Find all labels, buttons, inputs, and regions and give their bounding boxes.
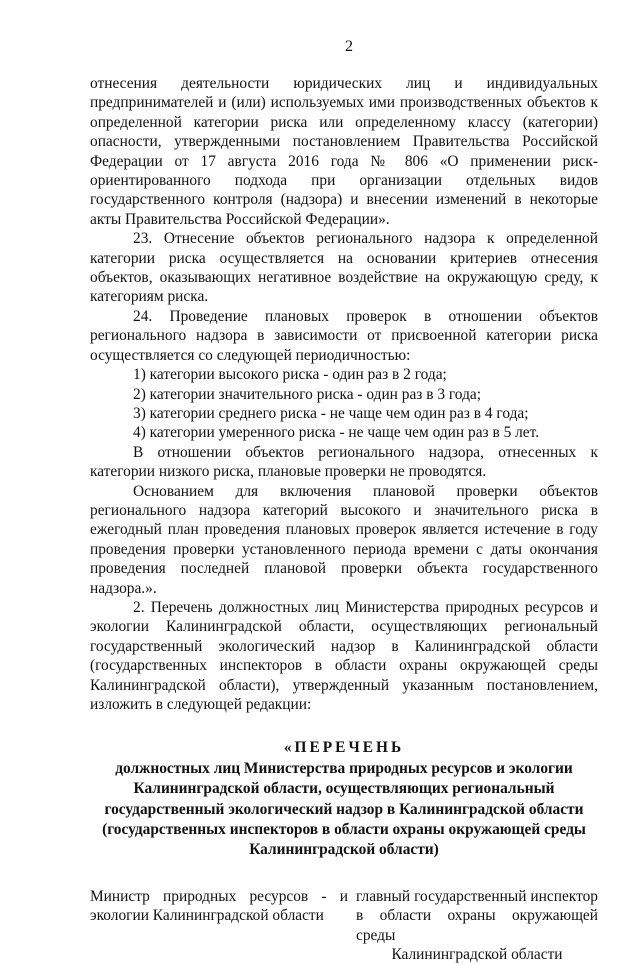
official-position — [90, 887, 348, 964]
officials-table — [90, 887, 598, 964]
paragraph-basis: Основанием для включения плановой проверки объектов регионального надзора категорий высокого и значительного риска в ежегодный план проведения плановых проверок является истечение в году проведения проверки установленного периода времени с даты окончания проведения последней плановой проверки объекта государственного надзора.». — [90, 482, 598, 597]
heading-title: «ПЕРЕЧЕНЬ — [283, 739, 405, 757]
list-item-4: 4) категории умеренного риска - не чаще чем один раз в 5 лет. — [133, 424, 540, 442]
paragraph-low-risk: В отношении объектов регионального надзора, отнесенных к категории низкого риска, плановые проверки не проводятся. — [90, 443, 598, 481]
list-item-2: 2) категории значительного риска - один раз в 3 года; — [133, 385, 482, 403]
heading-line-1: должностных лиц Министерства природных ресурсов и экологии — [115, 759, 573, 777]
heading-line-3: государственный экологический надзор в Калининградской области — [104, 800, 584, 818]
heading-line-4: (государственных инспекторов в области охраны окружающей среды — [102, 821, 586, 839]
list-item-1: 1) категории высокого риска - один раз в 2 года; — [133, 366, 447, 384]
paragraph-24: 24. Проведение плановых проверок в отношении объектов регионального надзора в зависимости от присвоенной категории риска осуществляется со следующей периодичностью: — [90, 307, 598, 364]
list-heading — [90, 738, 598, 860]
heading-line-5: Калининградской области) — [249, 841, 439, 859]
title-text: главный государственный инспектор в области охраны окружающей среды — [356, 887, 598, 944]
list-item-3: 3) категории среднего риска - не чаще чем один раз в 4 года; — [133, 404, 529, 422]
document-body — [90, 74, 598, 714]
official-title — [348, 887, 598, 964]
paragraph-2: 2. Перечень должностных лиц Министерства природных ресурсов и экологии Калининградской области, осуществляющих региональный государственный экологический надзор в Калининградской области (государственных инспекторов в области охраны окружающей среды Калининградской области), утвержденный указанным постановлением, изложить в следующей редакции: — [90, 598, 598, 713]
page-number: 2 — [345, 38, 353, 55]
position-text: Министр природных ресурсов - и экологии Калининградской области — [90, 887, 348, 925]
paragraph-continuation: отнесения деятельности юридических лиц и индивидуальных предпринимателей и (или) используемых ими производственных объектов к определенной категории риска или определенному классу (категории) опасности, утвержденными постановлением Правительства Российской Федерации от 17 августа 2016 года № 806 «О применении риск-ориентированного подхода при организации отдельных видов государственного контроля (надзора) и внесении изменений в некоторые акты Правительства Российской Федерации». — [90, 75, 598, 228]
paragraph-23: 23. Отнесение объектов регионального надзора к определенной категории риска осуществляется на основании критериев отнесения объектов, оказывающих негативное воздействие на окружающую среду, к категориям риска. — [90, 230, 598, 306]
heading-line-2: Калининградской области, осуществляющих региональный — [133, 780, 555, 798]
title-region: Калининградской области — [391, 946, 563, 964]
